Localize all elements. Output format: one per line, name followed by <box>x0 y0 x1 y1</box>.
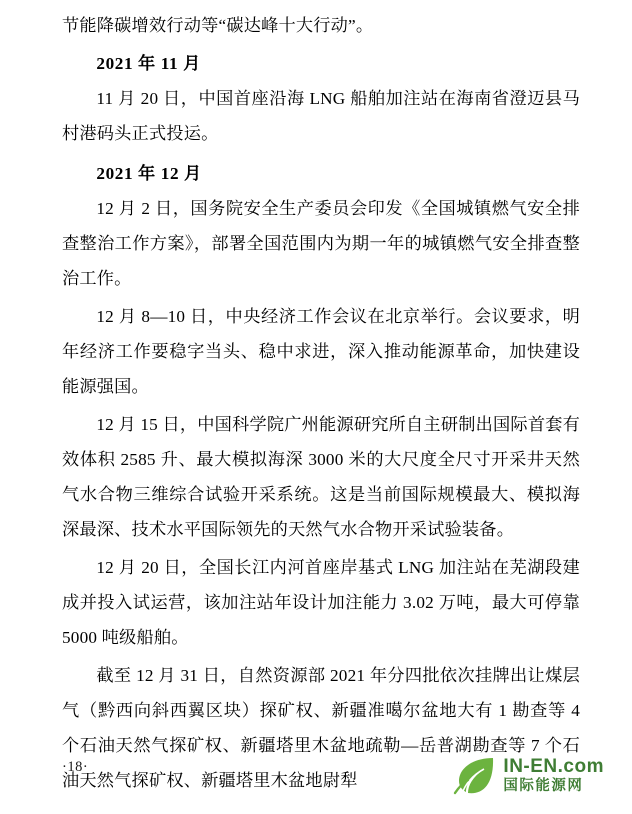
page-number: ·18· <box>62 759 89 775</box>
paragraph-central-economic-conference: 12 月 8—10 日，中央经济工作会议在北京举行。会议要求，明年经济工作要稳字当头、稳中求进，深入推动能源革命，加快建设能源强国。 <box>62 307 580 396</box>
paragraph-hydrate-test-system: 12 月 15 日，中国科学院广州能源研究所自主研制出国际首套有效体积 2585 升、最大模拟海深 3000 米的大尺度全尺寸开采井天然气水合物三维综合试验开采系统。这是当前国际规模最大、模拟海深最深、技术水平国际领先的天然气水合物开采试验装备。 <box>62 415 580 539</box>
watermark-cn: 国际能源网 <box>503 777 584 794</box>
paragraph-gas-safety-plan: 12 月 2 日，国务院安全生产委员会印发《全国城镇燃气安全排查整治工作方案》，部署全国范围内为期一年的城镇燃气安全排查整治工作。 <box>62 199 580 288</box>
paragraph-lng-bunkering-hainan: 11 月 20 日，中国首座沿海 LNG 船舶加注站在海南省澄迈县马村港码头正式投运。 <box>62 89 580 143</box>
leaf-icon <box>453 754 497 796</box>
watermark-en: IN-EN.com <box>503 755 604 777</box>
watermark-text <box>503 757 604 794</box>
paragraph-mineral-rights-listing: 截至 12 月 31 日，自然资源部 2021 年分四批依次挂牌出让煤层气（黔西向斜西翼区块）探矿权、新疆准噶尔盆地大有 1 勘查等 4 个石油天然气探矿权、新疆塔里木盆地疏勒—岳普湖勘查等 7 个石油天然气探矿权、新疆塔里木盆地尉犁 <box>62 666 580 790</box>
heading-2021-november: 2021 年 11 月 <box>96 54 201 73</box>
paragraph-carbon-peak-actions: 节能降碳增效行动等“碳达峰十大行动”。 <box>62 16 374 35</box>
paragraph-yangtze-lng-station: 12 月 20 日，全国长江内河首座岸基式 LNG 加注站在芜湖段建成并投入试运营，该加注站年设计加注能力 3.02 万吨，最大可停靠 5000 吨级船舶。 <box>62 558 580 647</box>
watermark <box>453 754 604 796</box>
heading-2021-december: 2021 年 12 月 <box>96 164 202 183</box>
